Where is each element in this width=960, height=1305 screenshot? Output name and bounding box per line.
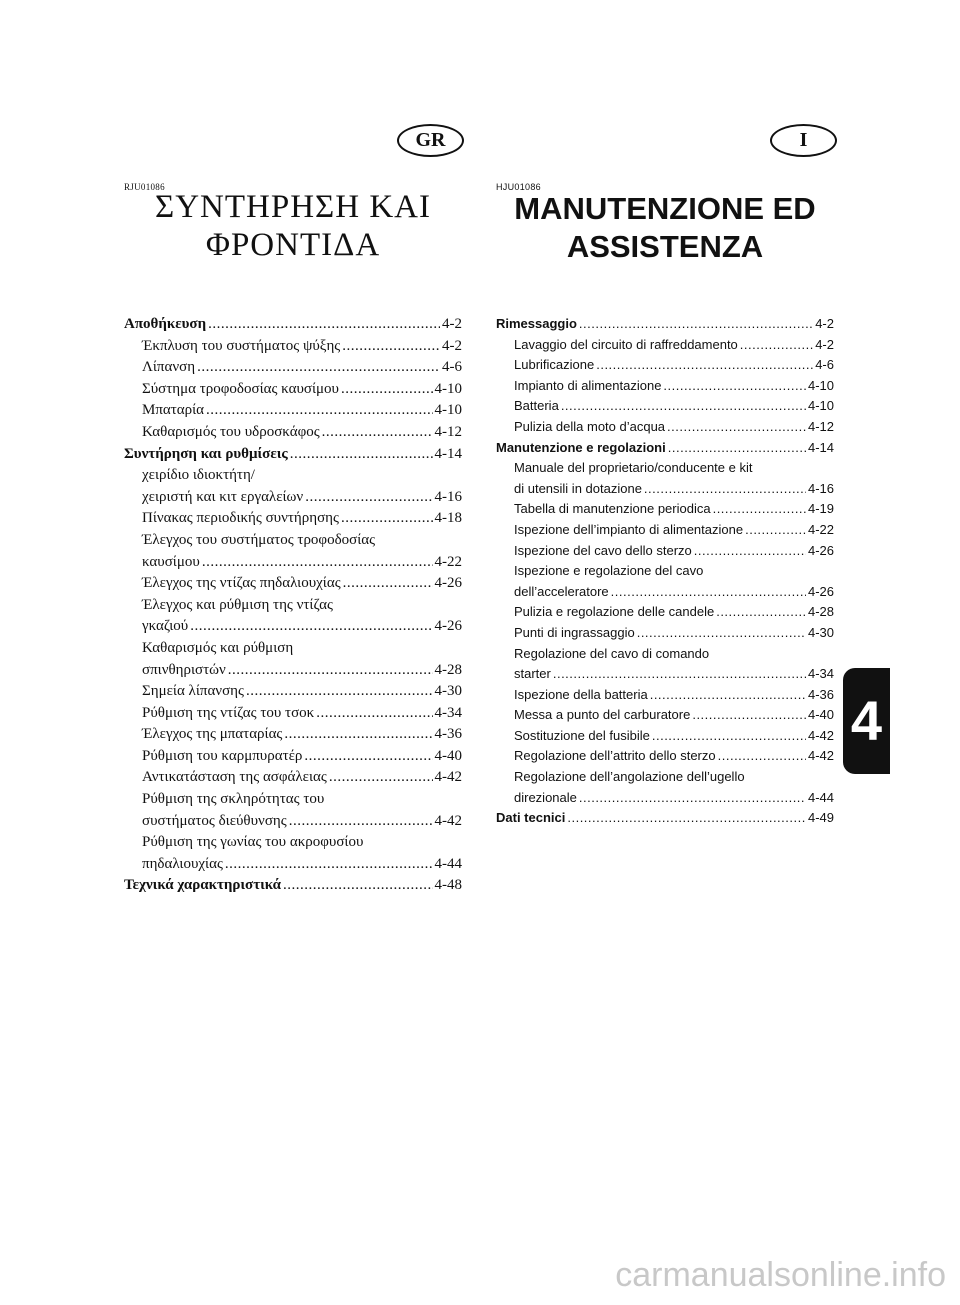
table-of-contents-greek	[124, 314, 462, 897]
toc-entry-title: Σύστημα τροφοδοσίας καυσίμου	[142, 380, 339, 397]
toc-page-number: 4-14	[434, 445, 462, 462]
toc-entry-title: starter	[514, 666, 551, 682]
toc-page-number: 4-44	[434, 855, 462, 872]
dot-leader	[284, 724, 432, 746]
toc-page-number: 4-10	[807, 398, 834, 414]
toc-page-number: 4-40	[434, 747, 462, 764]
toc-entry-title: σπινθηριστών	[142, 661, 226, 678]
dot-leader	[225, 854, 433, 876]
toc-entry-title: Πίνακας περιοδικής συντήρησης	[142, 510, 339, 527]
toc-entry	[124, 422, 462, 444]
toc-section-entry	[496, 808, 834, 829]
language-badge-greek: GR	[397, 124, 464, 157]
table-of-contents-italian	[496, 314, 834, 829]
section-code-greek: RJU01086	[124, 182, 165, 192]
toc-page-number: 4-40	[807, 707, 834, 723]
toc-entry-title: Καθαρισμός και ρύθμιση	[142, 639, 294, 656]
toc-entry-title: Punti di ingrassaggio	[514, 624, 635, 640]
toc-entry-title: Μπαταρία	[142, 402, 205, 419]
toc-entry	[124, 379, 462, 401]
toc-page-number: 4-16	[434, 488, 462, 505]
dot-leader	[692, 705, 806, 726]
title-line: ΦΡΟΝΤΙΔΑ	[205, 227, 381, 263]
toc-entry-title: Ispezione della batteria	[514, 686, 648, 702]
toc-page-number: 4-2	[815, 316, 834, 331]
toc-page-number: 4-42	[434, 769, 462, 786]
toc-entry	[124, 573, 462, 595]
toc-entry-title: Έκπλυση του συστήματος ψύξης	[142, 337, 341, 354]
dot-leader	[611, 582, 806, 603]
toc-page-number: 4-10	[434, 402, 462, 419]
dot-leader	[716, 602, 806, 623]
toc-page-number: 4-6	[815, 357, 834, 373]
dot-leader	[718, 746, 806, 767]
toc-entry-title: Τεχνικά χαρακτηριστικά	[124, 877, 282, 894]
toc-entry-continued	[496, 767, 834, 788]
toc-entry	[124, 400, 462, 422]
dot-leader	[663, 376, 806, 397]
toc-entry-title: Lubrificazione	[514, 357, 595, 373]
toc-entry	[124, 508, 462, 530]
toc-page-number: 4-30	[807, 624, 834, 640]
toc-entry	[496, 602, 834, 623]
toc-page-number: 4-44	[807, 789, 834, 805]
toc-page-number: 4-34	[434, 704, 462, 721]
toc-entry-title: Λίπανση	[142, 359, 196, 376]
dot-leader	[208, 314, 440, 336]
toc-entry-title: dell’acceleratore	[514, 583, 609, 599]
toc-entry	[496, 520, 834, 541]
toc-entry-title: Regolazione dell’angolazione dell’ugello	[514, 769, 745, 785]
toc-entry-continued	[124, 638, 462, 660]
toc-page-number: 4-12	[807, 418, 834, 434]
toc-entry	[496, 499, 834, 520]
toc-entry	[496, 376, 834, 397]
toc-entry-title: Αντικατάσταση της ασφάλειας	[142, 769, 327, 786]
toc-entry-title: Manutenzione e regolazioni	[496, 439, 666, 455]
toc-entry-title: di utensili in dotazione	[514, 480, 642, 496]
dot-leader	[202, 552, 433, 574]
toc-entry-title: Impianto di alimentazione	[514, 377, 662, 393]
toc-entry	[124, 854, 462, 876]
dot-leader	[290, 444, 433, 466]
dot-leader	[316, 703, 432, 725]
dot-leader	[650, 685, 806, 706]
dot-leader	[341, 508, 433, 530]
toc-entry-title: Rimessaggio	[496, 316, 577, 331]
toc-entry-title: πηδαλιουχίας	[142, 855, 223, 872]
toc-entry	[496, 479, 834, 500]
toc-entry	[496, 623, 834, 644]
dot-leader	[289, 811, 433, 833]
toc-page-number: 4-2	[442, 316, 462, 332]
toc-page-number: 4-26	[807, 542, 834, 558]
toc-page-number: 4-30	[434, 683, 462, 700]
toc-entry-title: Ρύθμιση της γωνίας του ακροφυσίου	[142, 834, 364, 851]
toc-entry-title: Σημεία λίπανσης	[142, 683, 244, 700]
toc-entry-title: Batteria	[514, 398, 559, 414]
toc-entry-title: Ρύθμιση της σκληρότητας του	[142, 791, 325, 808]
toc-entry	[496, 664, 834, 685]
toc-page-number: 4-10	[434, 380, 462, 397]
toc-page-number: 4-10	[807, 377, 834, 393]
dot-leader	[713, 499, 806, 520]
toc-entry	[124, 724, 462, 746]
toc-entry-title: Ispezione e regolazione del cavo	[514, 563, 704, 579]
toc-entry-title: χειρίδιο ιδιοκτήτη/	[142, 467, 255, 484]
toc-entry	[124, 767, 462, 789]
toc-entry-title: Regolazione dell’attrito dello sterzo	[514, 748, 716, 764]
dot-leader	[246, 681, 433, 703]
toc-section-entry	[124, 875, 462, 897]
toc-entry-continued	[124, 465, 462, 487]
section-code-italian: HJU01086	[496, 182, 541, 192]
toc-section-entry	[124, 314, 462, 336]
toc-page-number: 4-16	[807, 480, 834, 496]
toc-entry	[496, 396, 834, 417]
dot-leader	[553, 664, 806, 685]
toc-entry	[124, 357, 462, 379]
dot-leader	[740, 335, 813, 356]
dot-leader	[561, 396, 806, 417]
dot-leader	[190, 616, 432, 638]
toc-entry	[124, 811, 462, 833]
toc-page-number: 4-42	[807, 748, 834, 764]
dot-leader	[206, 400, 432, 422]
toc-entry	[496, 541, 834, 562]
dot-leader	[652, 726, 806, 747]
dot-leader	[304, 746, 432, 768]
toc-section-entry	[496, 438, 834, 459]
dot-leader	[637, 623, 806, 644]
toc-entry-title: Sostituzione del fusibile	[514, 727, 650, 743]
toc-entry-continued	[124, 832, 462, 854]
toc-page-number: 4-48	[434, 877, 462, 894]
toc-entry-continued	[124, 595, 462, 617]
chapter-title-greek	[124, 188, 462, 264]
toc-page-number: 4-28	[807, 604, 834, 620]
toc-entry-title: Pulizia e regolazione delle candele	[514, 604, 715, 620]
dot-leader	[745, 520, 806, 541]
toc-entry	[124, 552, 462, 574]
toc-page-number: 4-19	[807, 501, 834, 517]
language-badge-italian: I	[770, 124, 837, 157]
dot-leader	[228, 660, 433, 682]
dot-leader	[644, 479, 806, 500]
toc-entry-title: Ρύθμιση της ντίζας του τσοκ	[142, 704, 315, 721]
toc-page-number: 4-36	[434, 726, 462, 743]
title-line: ΣΥΝΤΗΡΗΣΗ ΚΑΙ	[155, 189, 431, 225]
toc-entry	[124, 681, 462, 703]
toc-page-number: 4-36	[807, 686, 834, 702]
dot-leader	[283, 875, 432, 897]
toc-entry	[124, 487, 462, 509]
toc-page-number: 4-49	[807, 810, 834, 826]
toc-entry-title: Ispezione del cavo dello sterzo	[514, 542, 692, 558]
toc-entry-title: καυσίμου	[142, 553, 200, 570]
toc-entry	[496, 685, 834, 706]
toc-page-number: 4-42	[434, 812, 462, 829]
title-line: MANUTENZIONE ED	[514, 191, 816, 226]
toc-page-number: 4-34	[807, 666, 834, 682]
toc-page-number: 4-28	[434, 661, 462, 678]
dot-leader	[305, 487, 432, 509]
toc-page-number: 4-22	[807, 521, 834, 537]
toc-entry	[496, 705, 834, 726]
toc-section-entry	[124, 444, 462, 466]
toc-page-number: 4-2	[815, 336, 834, 352]
dot-leader	[667, 417, 806, 438]
toc-entry-title: Καθαρισμός του υδροσκάφος	[142, 423, 320, 440]
toc-entry-title: Manuale del proprietario/conducente e kit	[514, 460, 753, 476]
toc-entry-continued	[496, 644, 834, 665]
toc-page-number: 4-26	[434, 618, 462, 635]
toc-page-number: 4-42	[807, 727, 834, 743]
toc-entry-continued	[124, 789, 462, 811]
toc-entry-title: Συντήρηση και ρυθμίσεις	[124, 445, 288, 462]
toc-entry-title: Έλεγχος της ντίζας πηδαλιουχίας	[142, 575, 341, 592]
dot-leader	[567, 808, 806, 829]
toc-entry-title: συστήματος διεύθυνσης	[142, 812, 287, 829]
toc-entry-title: Messa a punto del carburatore	[514, 707, 691, 723]
toc-page-number: 4-14	[807, 439, 834, 455]
title-line: ASSISTENZA	[566, 229, 764, 264]
dot-leader	[342, 336, 440, 358]
dot-leader	[596, 355, 813, 376]
toc-page-number: 4-12	[434, 423, 462, 440]
toc-entry-title: Ispezione dell’impianto di alimentazione	[514, 521, 744, 537]
toc-entry-title: Lavaggio del circuito di raffreddamento	[514, 336, 738, 352]
toc-entry-title: direzionale	[514, 789, 577, 805]
toc-entry	[496, 582, 834, 603]
toc-page-number: 4-26	[807, 583, 834, 599]
toc-entry-title: Ρύθμιση του καρμπυρατέρ	[142, 747, 303, 764]
toc-entry	[124, 703, 462, 725]
dot-leader	[322, 422, 433, 444]
toc-entry-title: Dati tecnici	[496, 810, 566, 826]
toc-page-number: 4-18	[434, 510, 462, 527]
toc-page-number: 4-26	[434, 575, 462, 592]
toc-entry-title: Pulizia della moto d’acqua	[514, 418, 666, 434]
toc-entry	[496, 726, 834, 747]
toc-entry-title: Έλεγχος και ρύθμιση της ντίζας	[142, 596, 333, 613]
toc-entry-title: χειριστή και κιτ εργαλείων	[142, 488, 304, 505]
watermark: carmanualsonline.info	[615, 1256, 946, 1294]
dot-leader	[343, 573, 433, 595]
toc-page-number: 4-22	[434, 553, 462, 570]
chapter-tab	[843, 668, 890, 774]
toc-entry-title: Έλεγχος του συστήματος τροφοδοσίας	[142, 531, 376, 548]
toc-entry-continued	[496, 458, 834, 479]
dot-leader	[579, 788, 806, 809]
toc-section-entry	[496, 314, 834, 335]
toc-entry-title: Regolazione del cavo di comando	[514, 645, 710, 661]
toc-entry	[496, 335, 834, 356]
chapter-tab-number: 4	[850, 689, 883, 752]
dot-leader	[329, 767, 433, 789]
dot-leader	[197, 357, 440, 379]
toc-entry-title: Tabella di manutenzione periodica	[514, 501, 711, 517]
toc-entry	[496, 355, 834, 376]
toc-entry	[124, 660, 462, 682]
toc-entry	[496, 788, 834, 809]
toc-entry	[496, 417, 834, 438]
toc-entry-title: Έλεγχος της μπαταρίας	[142, 726, 283, 743]
toc-entry	[124, 746, 462, 768]
chapter-title-italian	[496, 190, 834, 266]
toc-entry-continued	[124, 530, 462, 552]
toc-entry	[124, 616, 462, 638]
toc-entry	[496, 746, 834, 767]
dot-leader	[694, 541, 806, 562]
toc-page-number: 4-2	[442, 337, 462, 354]
toc-page-number: 4-6	[442, 359, 462, 376]
toc-entry-continued	[496, 561, 834, 582]
toc-entry-title: Αποθήκευση	[124, 316, 207, 332]
dot-leader	[579, 314, 813, 335]
dot-leader	[341, 379, 433, 401]
toc-entry	[124, 336, 462, 358]
toc-entry-title: γκαζιού	[142, 618, 189, 635]
dot-leader	[668, 438, 806, 459]
